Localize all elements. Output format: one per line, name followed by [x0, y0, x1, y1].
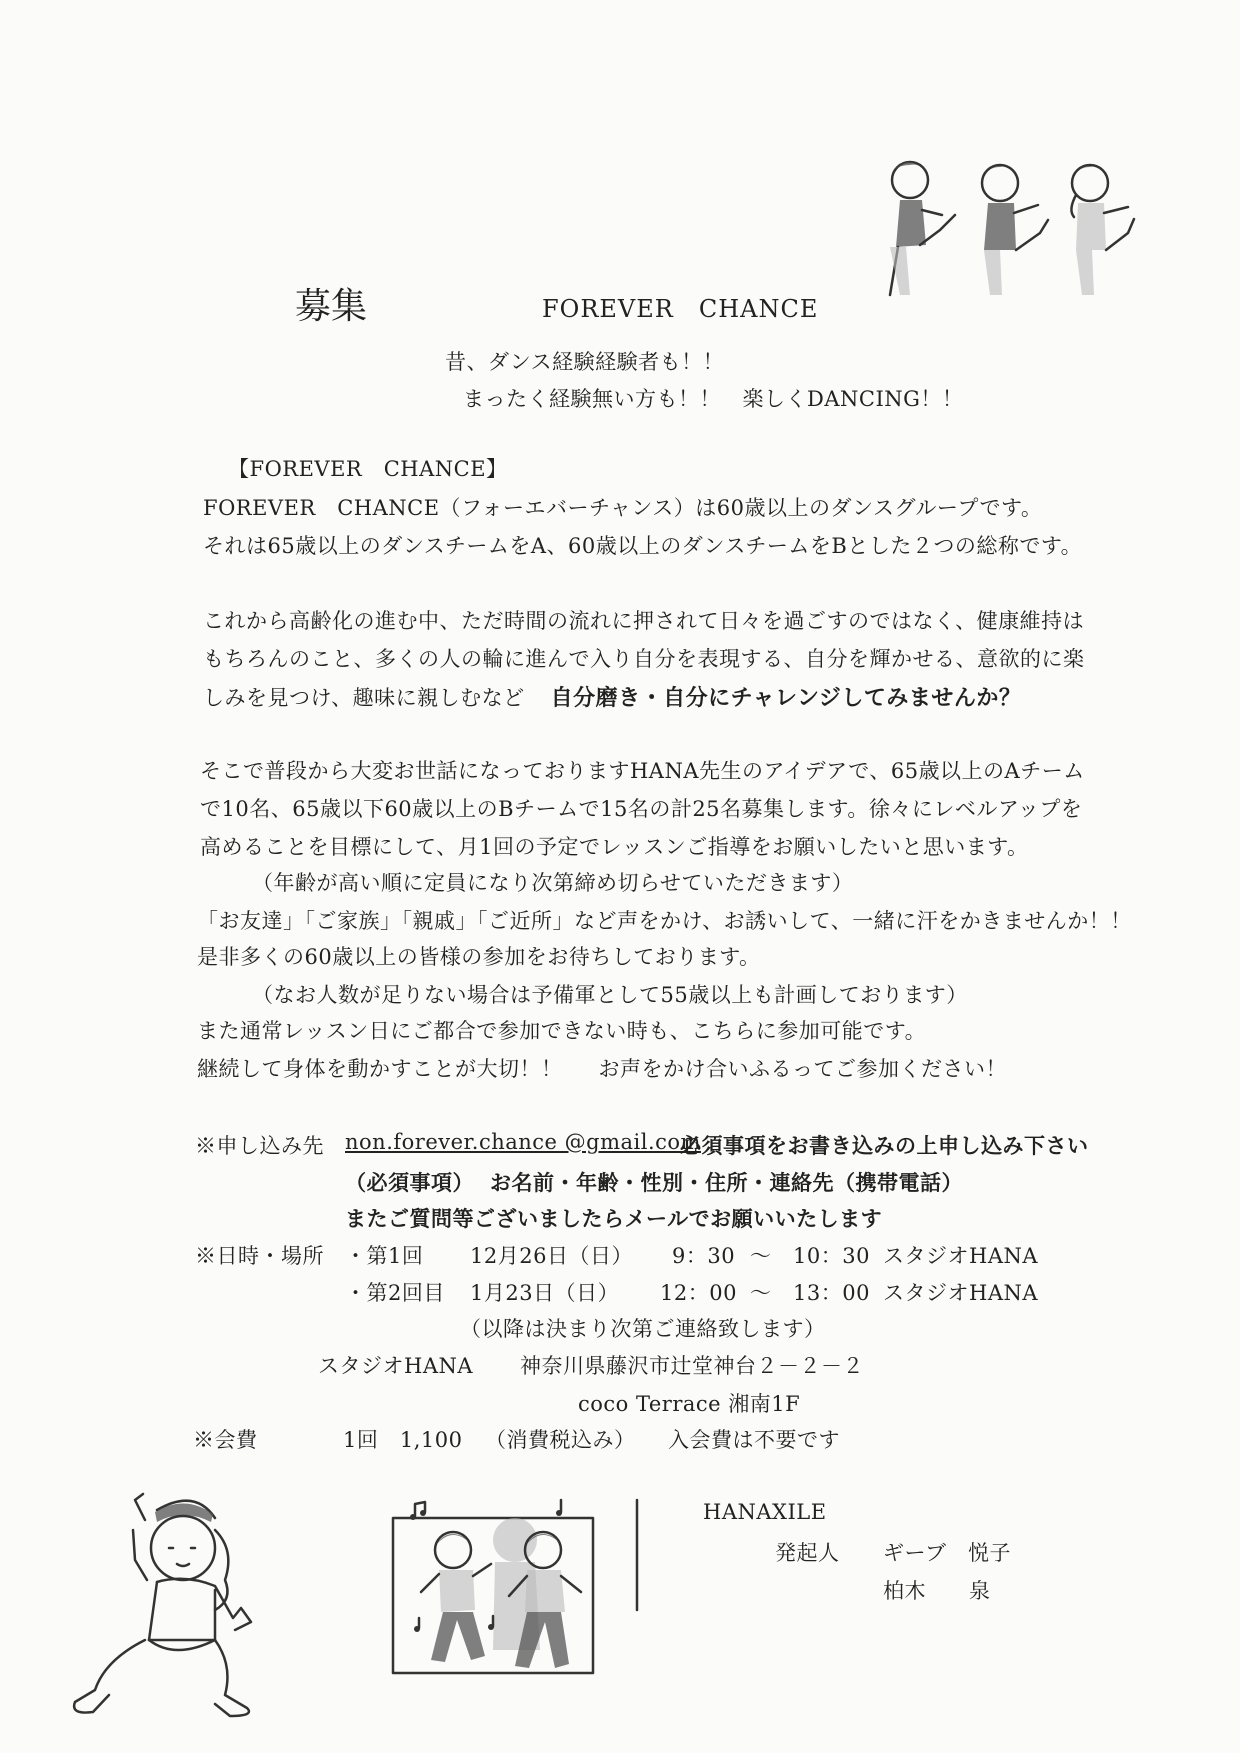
details-line-5: 「お友達」「ご家族」「親戚」「ご近所」など声をかけ、お誘いして、一緒に汗をかきませんか！！ — [197, 909, 1132, 933]
session-1-place: スタジオHANA — [883, 1244, 1039, 1268]
session-1-sep: ～ — [750, 1244, 772, 1268]
intro-line-2: もちろんのこと、多くの人の輪に進んで入り自分を表現する、自分を輝かせる、意欲的に楽 — [203, 647, 1085, 671]
details-line-9 — [197, 1053, 1007, 1083]
about-title: 【FOREVER CHANCE】 — [228, 457, 508, 481]
dancing-girls-icon — [880, 155, 1140, 315]
questions-note: またご質問等ございましたらメールでお願いいたします — [345, 1206, 883, 1231]
challenge-emphasis: 自分磨き・自分にチャレンジしてみませんか？ — [550, 685, 1022, 711]
entry-fee-note: 入会費は不要です — [668, 1428, 840, 1452]
fee-tax: （消費税込み） — [485, 1428, 636, 1452]
session-1-start: 9：30 — [672, 1244, 736, 1268]
tagline-line-2: まったく経験無い方も！！ 楽しくDANCING！！ — [463, 387, 964, 411]
recruitment-heading: 募集 — [295, 286, 368, 327]
intro-line-1: これから高齢化の進む中、ただ時間の流れに押されて日々を過ごすのではなく、健康維持は — [203, 609, 1085, 633]
fee-label: ※会費 — [193, 1428, 258, 1452]
schedule-label: ※日時・場所 — [195, 1244, 324, 1268]
schedule-note: （以降は決まり次第ご連絡致します） — [460, 1317, 826, 1341]
intro-line-3-text: しみを見つけ、趣味に親しむなど — [203, 686, 525, 710]
about-line-1: FOREVER CHANCE（フォーエバーチャンス）は60歳以上のダンスグループです。 — [203, 496, 1043, 520]
details-line-7: （なお人数が足りない場合は予備軍として55歳以上も計画しております） — [252, 983, 968, 1007]
session-1-end: 10：30 — [793, 1244, 870, 1268]
session-2-place: スタジオHANA — [883, 1281, 1039, 1305]
required-label: （必須事項） — [345, 1170, 474, 1195]
organizer-group: HANAXILE — [703, 1500, 827, 1524]
email-link[interactable]: non.forever.chance @gmail.com — [345, 1130, 701, 1154]
details-line-9-start: 継続して身体を動かすことが大切！！ — [197, 1057, 563, 1081]
hiphop-dancer-icon — [65, 1490, 275, 1720]
session-2-name: ・第2回目 — [345, 1281, 445, 1305]
intro-line-3 — [203, 681, 1021, 712]
details-line-4: （年齢が高い順に定員になり次第締め切らせていただきます） — [252, 871, 854, 895]
organizer-role: 発起人 — [775, 1541, 840, 1565]
group-name-title: FOREVER CHANCE — [542, 295, 819, 323]
details-line-3: 高めることを目標にして、月1回の予定でレッスンご指導をお願いしたいと思います。 — [200, 835, 1029, 859]
session-1-name: ・第1回 — [345, 1244, 424, 1268]
application-instruction: 必須事項をお書き込みの上申し込み下さい — [680, 1133, 1089, 1158]
details-line-8: また通常レッスン日にご都合で参加できない時も、こちらに参加可能です。 — [197, 1019, 927, 1043]
venue-address: 神奈川県藤沢市辻堂神台２－２－２ — [520, 1354, 864, 1378]
required-items: お名前・年齢・性別・住所・連絡先（携帯電話） — [490, 1170, 963, 1195]
tagline-line-1: 昔、ダンス経験経験者も！！ — [445, 350, 725, 374]
details-line-1: そこで普段から大変お世話になっておりますHANA先生のアイデアで、65歳以上のAチーム — [200, 759, 1085, 783]
venue-building: coco Terrace 湘南1F — [578, 1392, 801, 1416]
session-2-end: 13：00 — [793, 1281, 870, 1305]
details-line-2: で10名、65歳以下60歳以上のBチームで15名の計25名募集します。徐々にレベルアップを — [200, 797, 1083, 821]
application-label: ※申し込み先 — [195, 1134, 324, 1158]
session-2-start: 12：00 — [660, 1281, 737, 1305]
session-2-date: 1月23日（日） — [470, 1281, 620, 1305]
fee-amount: 1回 1,100 — [343, 1428, 463, 1452]
session-1-date: 12月26日（日） — [470, 1244, 633, 1268]
venue-name: スタジオHANA — [318, 1354, 474, 1378]
dancing-kids-icon — [375, 1500, 645, 1690]
about-line-2: それは65歳以上のダンスチームをA、60歳以上のダンスチームをBとした２つの総称です。 — [203, 534, 1083, 558]
details-line-9-end: お声をかけ合いふるってご参加ください！ — [598, 1057, 1007, 1081]
session-2-sep: ～ — [750, 1281, 772, 1305]
organizer-person-2: 柏木 泉 — [883, 1579, 991, 1603]
details-line-6: 是非多くの60歳以上の皆様の参加をお待ちしております。 — [197, 945, 761, 969]
organizer-person-1: ギーブ 悦子 — [883, 1541, 1011, 1565]
